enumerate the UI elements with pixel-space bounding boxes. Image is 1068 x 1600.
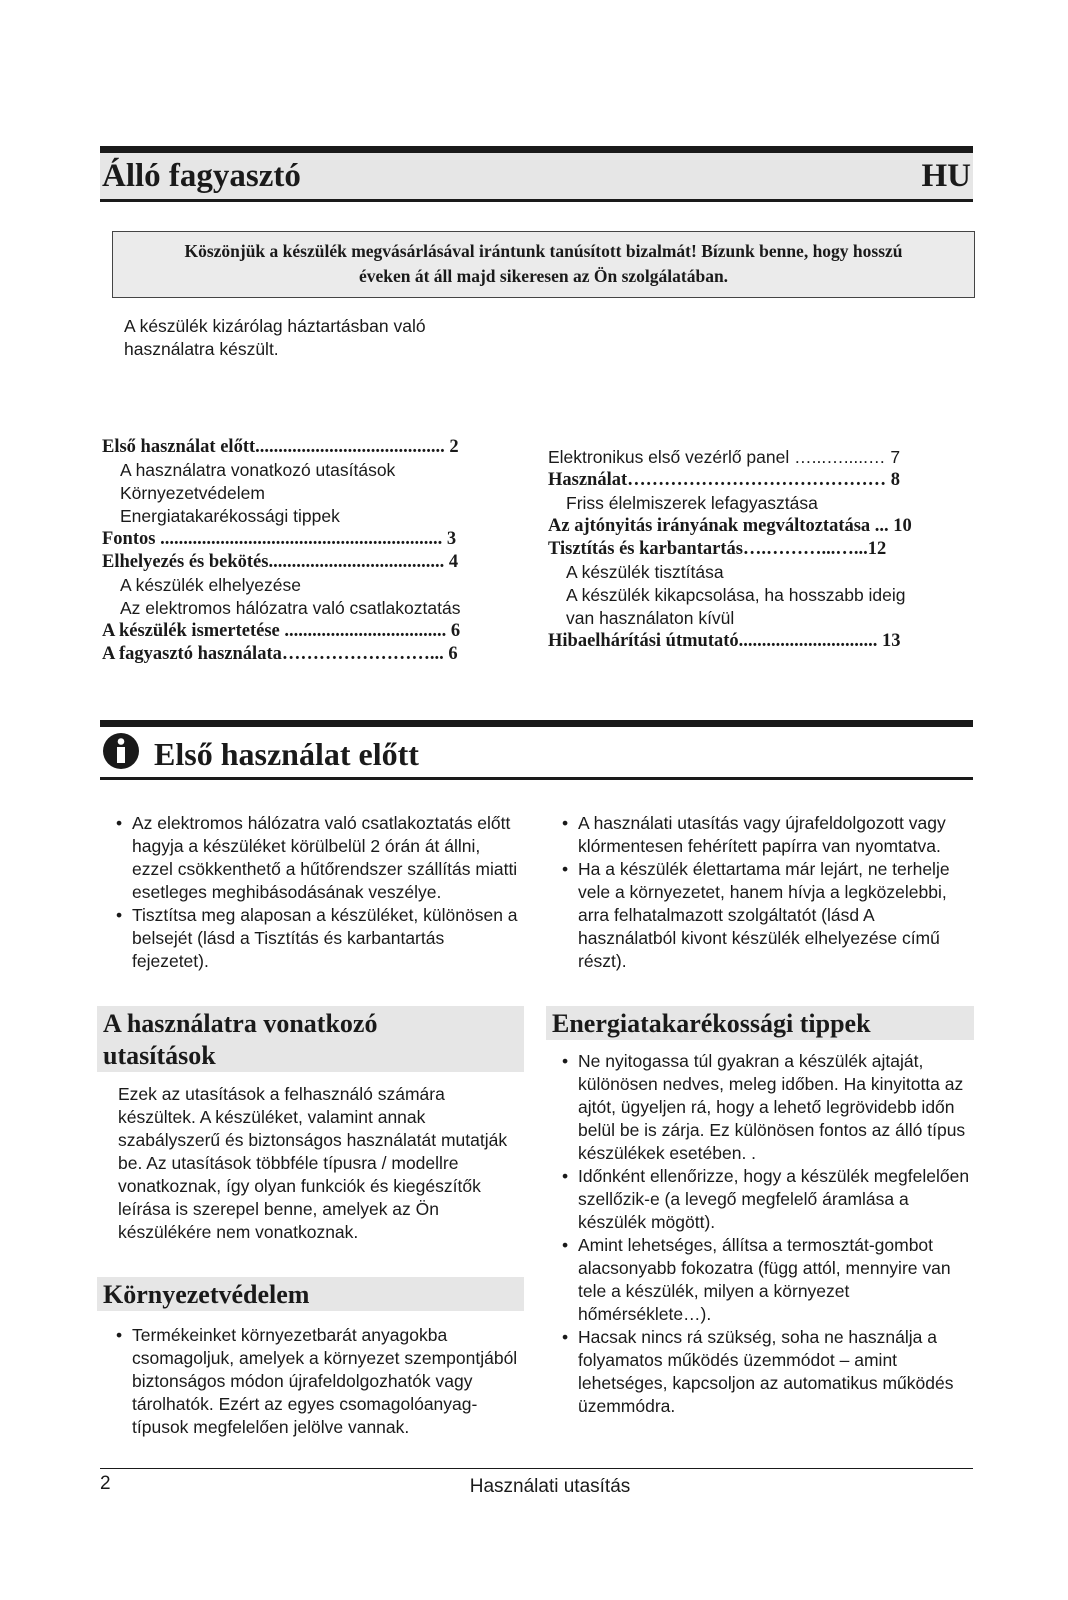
toc-entry[interactable]: Fontos ............................................................. 3 xyxy=(102,529,457,549)
language-code: HU xyxy=(921,158,971,194)
toc-entry[interactable]: Használat…………………………………… 8 xyxy=(548,470,901,490)
footer-rule xyxy=(100,1468,973,1469)
toc-subentry[interactable]: A használatra vonatkozó utasítások xyxy=(120,460,396,480)
toc-entry[interactable]: Tisztítás és karbantartás….………...…...12 xyxy=(548,539,887,559)
toc-subentry[interactable]: A készülék tisztítása xyxy=(566,562,724,582)
list-item: • Ne nyitogassa túl gyakran a készülék ajtaját, különösen nedves, meleg időben. Ha kinyitotta az ajtót, ügyeljen rá, hogy a lehető legrövidebb időn belül be is zárja. Ez különösen fontos az álló típus készülékek esetében. . xyxy=(562,1050,974,1165)
left-bullet-list xyxy=(116,812,524,973)
toc-entry[interactable]: Elektronikus első vezérlő panel …...….....… 7 xyxy=(548,447,901,467)
environment-bullet-list xyxy=(116,1324,524,1439)
list-item: • Időnként ellenőrizze, hogy a készülék megfelelően szellőzik-e (a levegő megfelelő áramlása a készülék mögött). xyxy=(562,1165,974,1234)
page-number: 2 xyxy=(100,1473,111,1494)
intro-text xyxy=(124,315,524,361)
list-item: • Amint lehetséges, állítsa a termosztát-gombot alacsonyabb fokozatra (függ attól, mennyire van tele a készülék, milyen a környezet hőmérséklete…). xyxy=(562,1234,974,1326)
toc-subentry[interactable]: A készülék elhelyezése xyxy=(120,575,301,595)
info-icon xyxy=(102,732,140,770)
usage-heading-line-1: A használatra vonatkozó xyxy=(103,1009,378,1038)
usage-heading xyxy=(97,1006,524,1072)
toc-subentry[interactable]: Friss élelmiszerek lefagyasztása xyxy=(566,493,818,513)
usage-heading-line-2: utasítások xyxy=(103,1041,216,1070)
thanks-line-1: Köszönjük a készülék megvásárlásával irántunk tanúsított bizalmát! Bízunk benne, hogy hosszú xyxy=(184,241,903,261)
thanks-box xyxy=(112,231,975,298)
toc-entry[interactable]: Első használat előtt......................................... 2 xyxy=(102,437,459,457)
page-title: Álló fagyasztó xyxy=(102,158,301,194)
list-item: • Hacsak nincs rá szükség, soha ne használja a folyamatos működés üzemmódot – amint lehetséges, kapcsoljon az automatikus működés üzemmódra. xyxy=(562,1326,974,1418)
toc-subentry[interactable]: van használaton kívül xyxy=(566,608,735,628)
list-item: • Tisztítsa meg alaposan a készüléket, különösen a belsejét (lásd a Tisztítás és karbantartás fejezetet). xyxy=(116,904,524,973)
toc-subentry[interactable]: Az elektromos hálózatra való csatlakoztatás xyxy=(120,598,461,618)
toc-subentry[interactable]: A készülék kikapcsolása, ha hosszabb ideig xyxy=(566,585,906,605)
list-item: • Termékeinket környezetbarát anyagokba csomagoljuk, amelyek a környezet szempontjából biztonságos módon újrafeldolgozhatók vagy tárolhatók. Ezért az egyes csomagolóanyag-típusok megfelelően jelölve vannak. xyxy=(116,1324,524,1439)
toc-entry[interactable]: Az ajtónyitás irányának megváltoztatása ... 10 xyxy=(548,516,912,536)
toc-entry[interactable]: A fagyasztó használata……………………... 6 xyxy=(102,644,458,664)
toc-entry[interactable]: Hibaelhárítási útmutató.............................. 13 xyxy=(548,631,901,651)
list-item: • Ha a készülék élettartama már lejárt, ne terhelje vele a környezetet, hanem hívja a legközelebbi, arra felhatalmazott szolgáltatót (lásd A használatból kivont készülék elhelyezése című részt). xyxy=(562,858,972,973)
energy-bullet-list xyxy=(562,1050,974,1418)
toc-subentry[interactable]: Környezetvédelem xyxy=(120,483,265,503)
thanks-line-2: éveken át áll majd sikeresen az Ön szolgálatában. xyxy=(358,266,729,286)
toc-entry[interactable]: A készülék ismertetése ................................... 6 xyxy=(102,621,461,641)
intro-line-2: használatra készült. xyxy=(124,339,279,359)
toc-entry[interactable]: Elhelyezés és bekötés...................................... 4 xyxy=(102,552,459,572)
list-item: • Az elektromos hálózatra való csatlakoztatás előtt hagyja a készüléket körülbelül 2 órán át állni, ezzel csökkenthető a hűtőrendszer szállítás miatti esetleges meghibásodásának veszélye. xyxy=(116,812,524,904)
energy-heading: Energiatakarékossági tippek xyxy=(546,1006,974,1040)
toc-left xyxy=(102,436,522,666)
list-item: • A használati utasítás vagy újrafeldolgozott vagy klórmentesen fehérített papírra van nyomtatva. xyxy=(562,812,972,858)
right-bullet-list xyxy=(562,812,972,973)
section-title: Első használat előtt xyxy=(154,736,419,772)
environment-heading: Környezetvédelem xyxy=(97,1277,524,1311)
footer-text: Használati utasítás xyxy=(469,1476,631,1497)
intro-line-1: A készülék kizárólag háztartásban való xyxy=(124,316,426,336)
usage-paragraph: Ezek az utasítások a felhasználó számára készültek. A készüléket, valamint annak szabályszerű és biztonságos használatát mutatják be. Az utasítások többféle típusra / modellre vonatkoznak, így olyan funkciók és kiegészítők leírása is szerepel benne, amelyek az Ön készülékére nem vonatkoznak. xyxy=(118,1084,508,1242)
toc-right xyxy=(548,446,973,653)
toc-subentry[interactable]: Energiatakarékossági tippek xyxy=(120,506,340,526)
